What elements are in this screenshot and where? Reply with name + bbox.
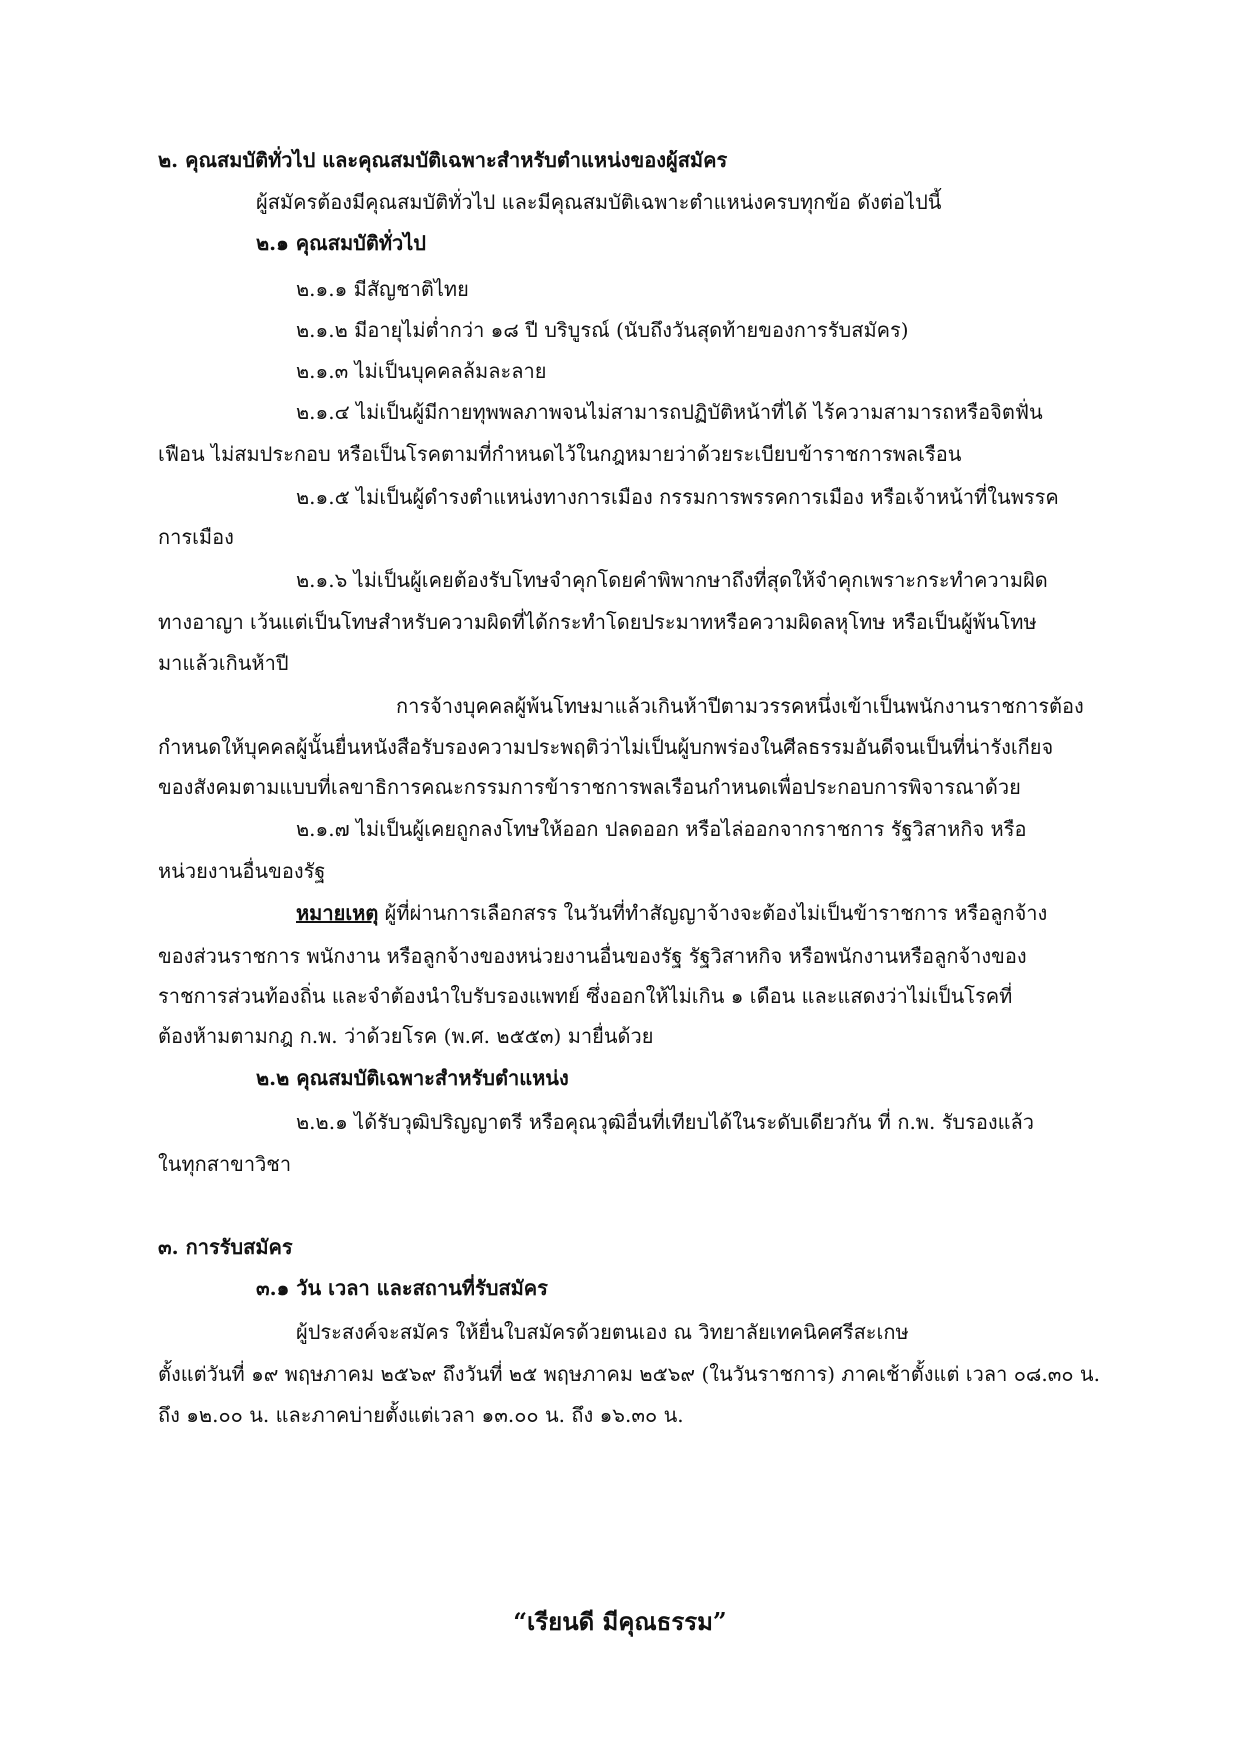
qualification-item-4-line-1: ๒.๑.๔ ไม่เป็นผู้มีกายทุพพลภาพจนไม่สามารถปฏิบัติหน้าที่ได้ ไร้ความสามารถหรือจิตฟั่น xyxy=(296,400,1043,424)
qualification-item-5-line-1: ๒.๑.๕ ไม่เป็นผู้ดำรงตำแหน่งทางการเมือง กรรมการพรรคการเมือง หรือเจ้าหน้าที่ในพรรค xyxy=(296,485,1059,509)
section-2-heading: ๒. คุณสมบัติทั่วไป และคุณสมบัติเฉพาะสำหรับตำแหน่งของผู้สมัคร xyxy=(158,148,728,172)
qualification-item-2: ๒.๑.๒ มีอายุไม่ต่ำกว่า ๑๘ ปี บริบูรณ์ (นับถึงวันสุดท้ายของการรับสมัคร) xyxy=(296,318,909,342)
qualification-item-4-line-2: เฟือน ไม่สมประกอบ หรือเป็นโรคตามที่กำหนดไว้ในกฎหมายว่าด้วยระเบียบข้าราชการพลเรือน xyxy=(158,442,962,466)
application-line-1: ผู้ประสงค์จะสมัคร ให้ยื่นใบสมัครด้วยตนเอง ณ วิทยาลัยเทคนิคศรีสะเกษ xyxy=(296,1320,909,1344)
specific-item-1-line-1: ๒.๒.๑ ได้รับวุฒิปริญญาตรี หรือคุณวุฒิอื่นที่เทียบได้ในระดับเดียวกัน ที่ ก.พ. รับรองแล้ว xyxy=(296,1110,1035,1134)
qualification-item-1: ๒.๑.๑ มีสัญชาติไทย xyxy=(296,277,469,301)
qualification-item-3: ๒.๑.๓ ไม่เป็นบุคคลล้มละลาย xyxy=(296,359,547,383)
motto: “เรียนดี มีคุณธรรม” xyxy=(513,1607,727,1636)
qualification-item-6-line-1: ๒.๑.๖ ไม่เป็นผู้เคยต้องรับโทษจำคุกโดยคำพิพากษาถึงที่สุดให้จำคุกเพราะกระทำความผิด xyxy=(296,568,1048,592)
note-line-4: ต้องห้ามตามกฎ ก.พ. ว่าด้วยโรค (พ.ศ. ๒๕๕๓) มายื่นด้วย xyxy=(158,1024,654,1048)
qualification-item-5-line-2: การเมือง xyxy=(158,525,234,549)
section-3-heading: ๓. การรับสมัคร xyxy=(158,1235,293,1259)
qualification-item-6-line-2: ทางอาญา เว้นแต่เป็นโทษสำหรับความผิดที่ได้กระทำโดยประมาทหรือความผิดลหุโทษ หรือเป็นผู้พ้นโทษ xyxy=(158,610,1037,634)
specific-qualifications-heading: ๒.๒ คุณสมบัติเฉพาะสำหรับตำแหน่ง xyxy=(256,1066,569,1090)
qualification-item-6-line-3: มาแล้วเกินห้าปี xyxy=(158,651,289,675)
qualification-item-6-para-2-line-3: ของสังคมตามแบบที่เลขาธิการคณะกรรมการข้าราชการพลเรือนกำหนดเพื่อประกอบการพิจารณาด้วย xyxy=(158,775,1021,799)
note-line-3: ราชการส่วนท้องถิ่น และจำต้องนำใบรับรองแพทย์ ซึ่งออกให้ไม่เกิน ๑ เดือน และแสดงว่าไม่เป็นโรคที่ xyxy=(158,984,1013,1008)
note-label: หมายเหตุ xyxy=(296,901,379,925)
application-line-3: ถึง ๑๒.๐๐ น. และภาคบ่ายตั้งแต่เวลา ๑๓.๐๐ น. ถึง ๑๖.๓๐ น. xyxy=(158,1403,684,1427)
note-text: ผู้ที่ผ่านการเลือกสรร ในวันที่ทำสัญญาจ้างจะต้องไม่เป็นข้าราชการ หรือลูกจ้าง xyxy=(378,901,1048,925)
section-2-intro: ผู้สมัครต้องมีคุณสมบัติทั่วไป และมีคุณสมบัติเฉพาะตำแหน่งครบทุกข้อ ดังต่อไปนี้ xyxy=(256,190,942,214)
note-line-1 xyxy=(296,899,1047,927)
general-qualifications-heading: ๒.๑ คุณสมบัติทั่วไป xyxy=(256,231,426,255)
application-line-2: ตั้งแต่วันที่ ๑๙ พฤษภาคม ๒๕๖๙ ถึงวันที่ ๒๕ พฤษภาคม ๒๕๖๙ (ในวันราชการ) ภาคเช้าตั้งแต่ เวลา ๐๘.๓๐ น. xyxy=(158,1362,1100,1386)
qualification-item-6-para-2-line-1: การจ้างบุคคลผู้พ้นโทษมาแล้วเกินห้าปีตามวรรคหนึ่งเข้าเป็นพนักงานราชการต้อง xyxy=(396,694,1084,718)
qualification-item-6-para-2-line-2: กำหนดให้บุคคลผู้นั้นยื่นหนังสือรับรองความประพฤติว่าไม่เป็นผู้บกพร่องในศีลธรรมอันดีจนเป็นที่น่ารังเกียจ xyxy=(158,735,1054,759)
section-3-1-heading: ๓.๑ วัน เวลา และสถานที่รับสมัคร xyxy=(256,1276,548,1300)
qualification-item-7-line-2: หน่วยงานอื่นของรัฐ xyxy=(158,859,326,883)
specific-item-1-line-2: ในทุกสาขาวิชา xyxy=(158,1152,292,1176)
note-line-2: ของส่วนราชการ พนักงาน หรือลูกจ้างของหน่วยงานอื่นของรัฐ รัฐวิสาหกิจ หรือพนักงานหรือลูกจ้างของ xyxy=(158,944,1027,968)
qualification-item-7-line-1: ๒.๑.๗ ไม่เป็นผู้เคยถูกลงโทษให้ออก ปลดออก หรือไล่ออกจากราชการ รัฐวิสาหกิจ หรือ xyxy=(296,817,1027,841)
